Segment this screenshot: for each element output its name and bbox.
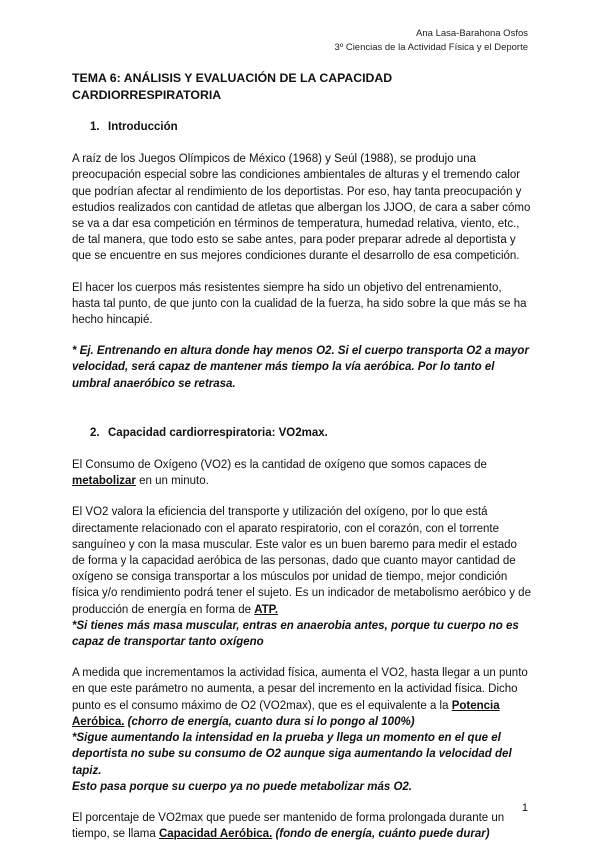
vo2-efficiency-text: El VO2 valora la eficiencia del transporte y utilización del oxígeno, por lo que está directamente relacionado con el aparato respiratorio, con el corazón, con el torrente sanguíneo y con la masa muscular. Este valor es un buen baremo para medir el estado de forma y la capacidad aeróbica de las personas, dado que cuanto mayor cantidad de oxígeno se consiga transportar a los músculos por unidad de tiempo, mejor condición física y/o rendimiento podrá tener el sujeto. Es un indicador de metabolismo aeróbico y de producción de energía en forma de (72, 506, 531, 616)
header-course: 3º Ciencias de la Actividad Física y el Deporte (334, 42, 528, 53)
vo2-definition-text-c: en un minuto. (135, 475, 209, 488)
potencia-aerobica-note: (chorro de energía, cuanto dura si lo pongo al 100%) (124, 715, 415, 728)
section-1-title: Introducción (108, 121, 178, 133)
capacidad-aerobica-term: Capacidad Aeróbica. (158, 828, 273, 841)
header-author: Ana Lasa-Barahona Osfos (416, 28, 528, 39)
capacidad-aerobica-text: El porcentaje de VO2max que puede ser mantenido de forma prolongada durante un tiempo, se llama (72, 811, 505, 841)
section-1-heading (90, 119, 532, 135)
metabolizar-term: metabolizar (72, 475, 136, 488)
potencia-aerobica-term: Potencia Aeróbica. (72, 699, 500, 728)
atp-term: ATP. (254, 603, 279, 616)
vo2-definition-text-a: El Consumo de Oxígeno (VO2) es la cantidad de oxígeno que somos capaces de (72, 459, 487, 472)
vo2max-text: A medida que incrementamos la actividad física, aumenta el VO2, hasta llegar a un punto en que este parámetro no aumenta, a pesar del incremento en la actividad física. Dicho punto es el consumo máximo de O2 (VO2max), que es el equivalente a la (72, 667, 528, 712)
page-header (334, 27, 528, 55)
vo2-definition-paragraph (72, 457, 532, 489)
section-2-number: 2. (90, 426, 100, 439)
vo2max-paragraph (72, 665, 532, 795)
intro-paragraph-2: El hacer los cuerpos más resistentes siempre ha sido un objetivo del entrenamiento, hasta tal punto, de que junto con la cualidad de la fuerza, ha sido sobre la que más se ha hecho hincapié. (72, 281, 527, 327)
capacidad-aerobica-note: (fondo de energía, cuánto puede durar) (272, 828, 490, 841)
capacidad-aerobica-paragraph (72, 810, 532, 842)
intro-paragraph-1: A raíz de los Juegos Olímpicos de México (1968) y Seúl (1988), se produjo una preocupación especial sobre las condiciones ambientales de alturas y el tremendo calor que podrían afectar al rendimiento de los deportistas. Por eso, hay tanta preocupación y estudios realizados con cantidad de atletas que albergan los JJOO, de cara a saber cómo se va a dar esa competición en términos de temperatura, humedad relativa, viento, etc., de tal manera, que todo esto se sabe antes, para poder preparar adrede al deportista y que se encuentre en sus mejores condiciones durante el desarrollo de esa competición. (72, 153, 531, 263)
page-content (72, 70, 532, 857)
vo2-efficiency-paragraph (72, 504, 532, 650)
spacer (72, 407, 532, 425)
document-title: TEMA 6: ANÁLISIS Y EVALUACIÓN DE LA CAPACIDAD CARDIORRESPIRATORIA (72, 71, 393, 102)
metabolize-limit-note: Esto pasa porque su cuerpo ya no puede metabolizar más O2. (72, 780, 412, 793)
section-2-title: Capacidad cardiorrespiratoria: VO2max. (108, 426, 328, 439)
page-number: 1 (521, 802, 528, 814)
intensity-note: *Sigue aumentando la intensidad en la prueba y llega un momento en el que el deportista no sube su consumo de O2 aunque siga aumentando la velocidad del tapiz. (72, 732, 512, 777)
intro-note: * Ej. Entrenando en altura donde hay menos O2. Si el cuerpo transporta O2 a mayor velocidad, será capaz de mantener más tiempo la vía aeróbica. Por lo tanto el umbral anaeróbico se retrasa. (72, 345, 529, 390)
section-1-number: 1. (90, 121, 100, 133)
muscle-mass-note: *Si tienes más masa muscular, entras en anaerobia antes, porque tu cuerpo no es capaz de transportar tanto oxígeno (72, 619, 519, 649)
section-2-heading (90, 425, 532, 441)
